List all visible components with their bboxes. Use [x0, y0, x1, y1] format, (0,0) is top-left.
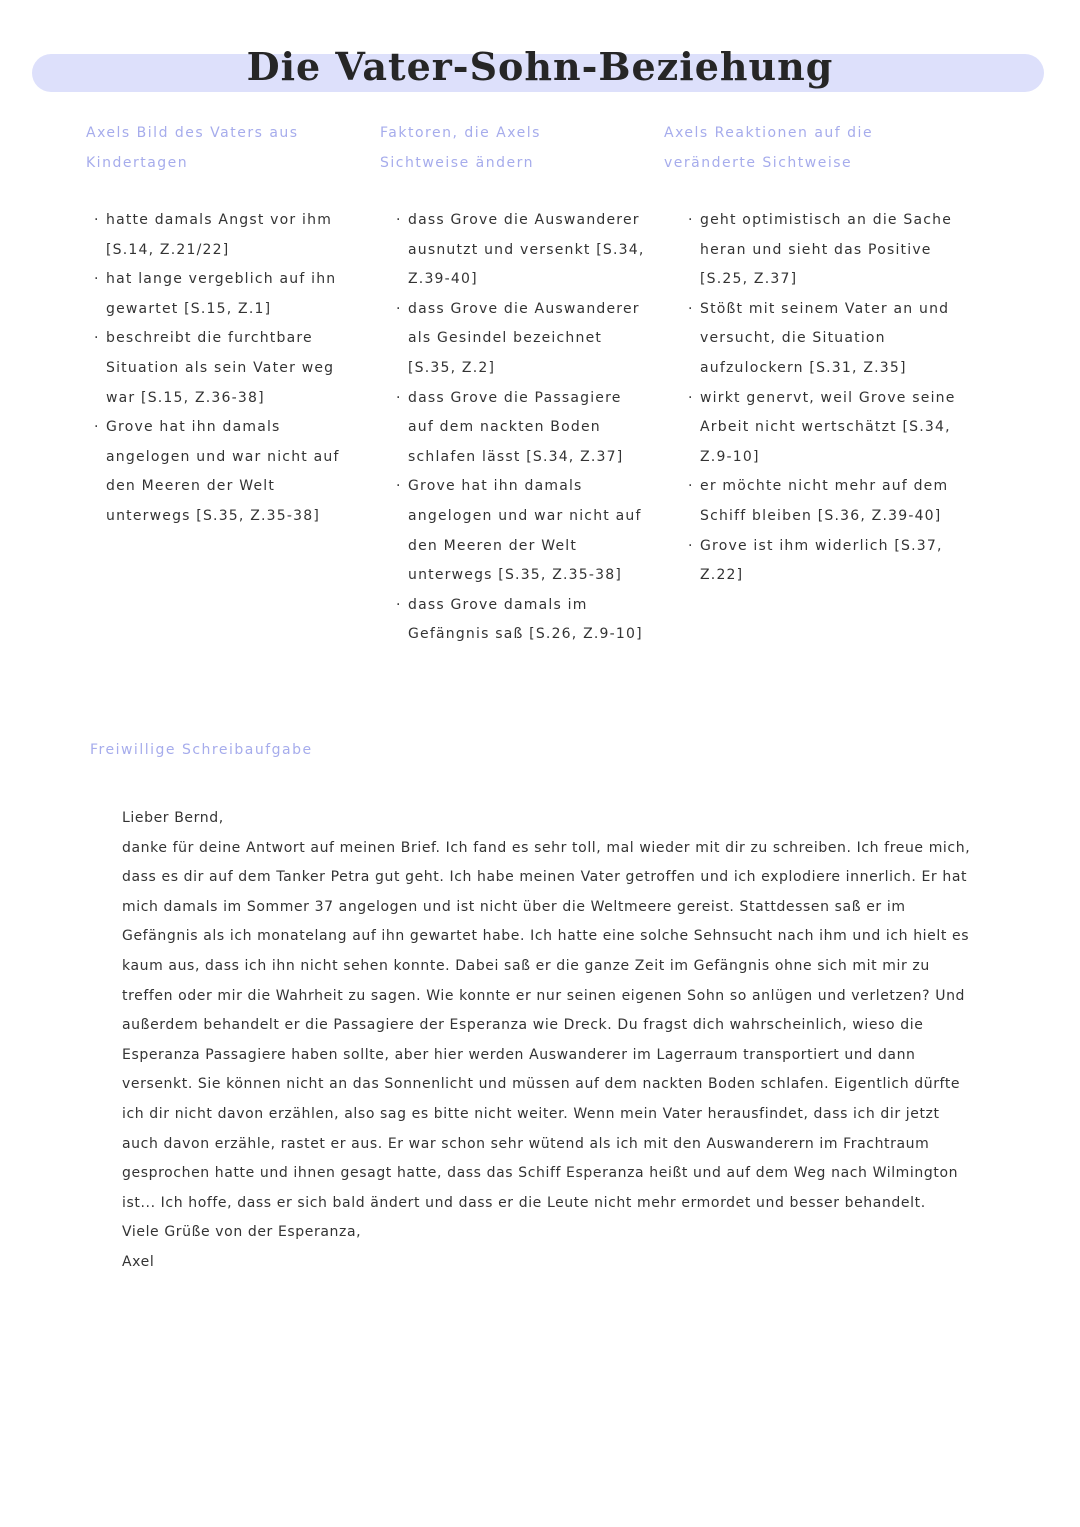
letter-closing: Viele Grüße von der Esperanza, [122, 1224, 362, 1241]
list-item: · hat lange vergeblich auf ihn gewartet [S.15, Z.1] [96, 265, 346, 324]
list-item: · Grove hat ihn damals angelogen und war nicht auf den Meeren der Welt unterwegs [S.35, Z.35-38] [398, 472, 648, 590]
list-item: · er möchte nicht mehr auf dem Schiff bleiben [S.36, Z.39-40] [690, 472, 960, 531]
column-heading-reactions: Axels Reaktionen auf die veränderte Sichtweise [664, 125, 874, 171]
list-item: · dass Grove die Passagiere auf dem nackten Boden schlafen lässt [S.34, Z.37] [398, 384, 648, 473]
list-item: · dass Grove die Auswanderer als Gesindel bezeichnet [S.35, Z.2] [398, 295, 648, 384]
letter-signature: Axel [122, 1253, 155, 1270]
list-item: · Grove hat ihn damals angelogen und war nicht auf den Meeren der Welt unterwegs [S.35, Z.35-38] [96, 413, 346, 531]
list-item: · beschreibt die furchtbare Situation als sein Vater weg war [S.15, Z.36-38] [96, 324, 346, 413]
column-heading-childhood-image: Axels Bild des Vaters aus Kindertagen [86, 125, 299, 171]
list-item: · dass Grove die Auswanderer ausnutzt und versenkt [S.34, Z.39-40] [398, 206, 648, 295]
list-item: · hatte damals Angst vor ihm [S.14, Z.21/22] [96, 206, 346, 265]
list-item: · geht optimistisch an die Sache heran und sieht das Positive [S.25, Z.37] [690, 206, 960, 295]
column-list-reactions [690, 206, 960, 591]
list-item: · wirkt genervt, weil Grove seine Arbeit nicht wertschätzt [S.34, Z.9-10] [690, 384, 960, 473]
letter-body: danke für deine Antwort auf meinen Brief. Ich fand es sehr toll, mal wieder mit dir zu schreiben. Ich freue mich, dass es dir auf dem Tanker Petra gut geht. Ich habe meinen Vater getroffen und ich explodiere innerlich. Er hat mich damals im Sommer 37 angelogen und ist nicht über die Weltmeere gereist. Stattdessen saß er im Gefängnis als ich monatelang auf ihn gewartet habe. Ich hatte eine solche Sehnsucht nach ihm und ich hielt es kaum aus, dass ich ihn nicht sehen konnte. Dabei saß er die ganze Zeit im Gefängnis ohne sich mit mir zu treffen oder mir die Wahrheit zu sagen. Wie konnte er nur seinen eigenen Sohn so anlügen und verletzen? Und außerdem behandelt er die Passagiere der Esperanza wie Dreck. Du fragst dich wahrscheinlich, wieso die Esperanza Passagiere haben sollte, aber hier werden Auswanderer im Lagerraum transportiert und dann versenkt. Sie können nicht an das Sonnenlicht und müssen auf dem nackten Boden schlafen. Eigentlich dürfte ich dir nicht davon erzählen, also sag es bitte nicht weiter. Wenn mein Vater herausfindet, dass ich dir jetzt auch davon erzähle, rastet er aus. Er war schon sehr wütend als ich mit den Auswanderern im Frachtraum gesprochen hatte und ihnen gesagt hatte, dass das Schiff Esperanza heißt und auf dem Weg nach Wilmington ist... Ich hoffe, dass er sich bald ändert und dass er die Leute nicht mehr ermordet und besser behandelt. [122, 839, 971, 1211]
list-item: · Stößt mit seinem Vater an und versucht, die Situation aufzulockern [S.31, Z.35] [690, 295, 960, 384]
list-item: · dass Grove damals im Gefängnis saß [S.26, Z.9-10] [398, 591, 648, 650]
column-list-changing-factors [398, 206, 648, 650]
writing-task-label: Freiwillige Schreibaufgabe [90, 742, 313, 758]
letter-greeting: Lieber Bernd, [122, 810, 224, 826]
column-heading-changing-factors: Faktoren, die Axels Sichtweise ändern [380, 125, 541, 171]
list-item: · Grove ist ihm widerlich [S.37, Z.22] [690, 532, 960, 591]
column-list-childhood-image [96, 206, 346, 532]
letter [122, 804, 980, 1278]
page-title: Die Vater-Sohn-Beziehung [246, 44, 834, 89]
